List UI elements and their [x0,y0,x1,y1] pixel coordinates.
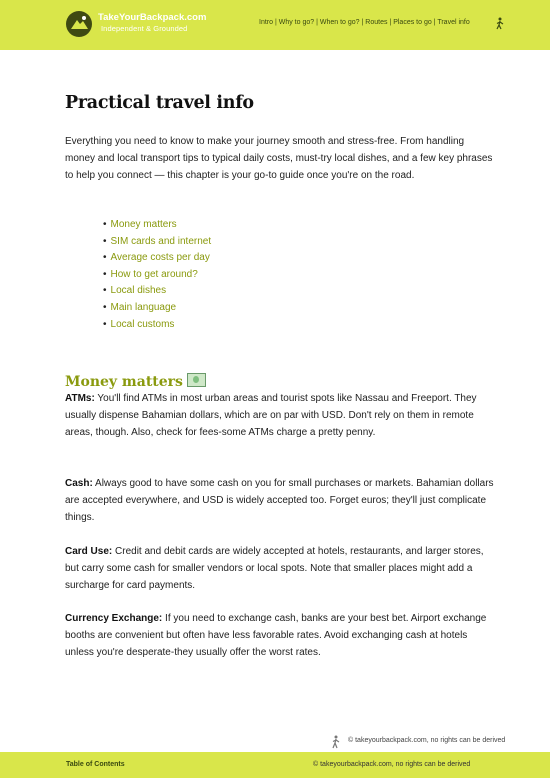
list-item [103,317,211,334]
bottom-footer-bar [0,752,550,778]
nav-link-routes[interactable]: Routes [365,19,388,26]
toc-link-local-dishes[interactable]: Local dishes [110,285,167,297]
card-use-text: Credit and debit cards are widely accepted at hotels, restaurants, and larger stores, but carry some cash for smaller vendors or local spots. Note that smaller places might add a surcharge for card payments. [65,546,484,591]
table-of-contents-link[interactable]: Table of Contents [66,761,125,768]
card-use-label: Card Use: [65,546,113,557]
brand-tagline: Independent & Grounded [101,24,188,33]
atms-text: You'll find ATMs in most urban areas and tourist spots like Nassau and Freeport. They usually dispense Bahamian dollars, which are on par with USD. Don't rely on them in remote areas, though. Also, check for fees-some ATMs charge a pretty penny. [65,393,477,438]
nav-link-places-to-go[interactable]: Places to go [393,19,432,26]
toc-link-average-costs[interactable]: Average costs per day [110,252,210,264]
brand-name[interactable]: TakeYourBackpack.com [98,12,207,23]
list-item [103,300,211,317]
card-use-paragraph [65,543,495,594]
toc-link-main-language[interactable]: Main language [110,301,177,313]
currency-exchange-text: If you need to exchange cash, banks are your best bet. Airport exchange booths are convenient but often have less favorable rates. Avoid exchanging cash at hotels unless you're desperate-they usually offer the worst rates. [65,613,487,658]
list-item [103,217,211,234]
atms-paragraph [65,390,495,441]
toc-link-money-matters[interactable]: Money matters [110,219,177,230]
currency-exchange-label: Currency Exchange: [65,613,163,624]
nav-link-when-to-go[interactable]: When to go? [319,19,360,26]
cash-paragraph [65,475,495,526]
page-title: Practical travel info [65,93,254,113]
atms-label: ATMs: [65,393,95,404]
money-icon [187,373,206,387]
cash-label: Cash: [65,478,93,489]
hiker-icon [331,735,341,749]
section-heading [65,373,206,390]
section-heading-text: Money matters [65,374,183,390]
nav-link-why-to-go[interactable]: Why to go? [278,19,315,26]
toc-link-local-customs[interactable]: Local customs [110,318,175,330]
copyright-notice: © takeyourbackpack.com, no rights can be derived [348,737,506,744]
list-item [103,283,211,300]
footer-copyright: © takeyourbackpack.com, no rights can be derived [313,761,471,768]
logo-icon[interactable] [66,11,92,37]
toc-link-sim-cards[interactable]: SIM cards and internet [110,235,212,247]
currency-exchange-paragraph [65,610,495,661]
hiker-icon [495,17,505,30]
cash-text: Always good to have some cash on you for small purchases or markets. Bahamian dollars are accepted everywhere, and USD is widely accepted too. Forget euros; they'll just complicate things. [65,478,494,523]
section-link-list [103,217,211,333]
list-item [103,267,211,284]
list-item [103,234,211,251]
list-item [103,250,211,267]
toc-link-get-around[interactable]: How to get around? [110,268,198,280]
nav-link-travel-info[interactable]: Travel info [437,19,470,26]
top-nav: Intro | Why to go? | When to go? | Routes | Places to go | Travel info [259,19,470,26]
top-header-bar [0,0,550,50]
intro-paragraph: Everything you need to know to make your journey smooth and stress-free. From handling money and local transport tips to typical daily costs, must-try local dishes, and a few key phrases to help you connect — this chapter is your go-to guide once you're on the road. [65,136,493,181]
nav-link-intro[interactable]: Intro [259,19,274,26]
